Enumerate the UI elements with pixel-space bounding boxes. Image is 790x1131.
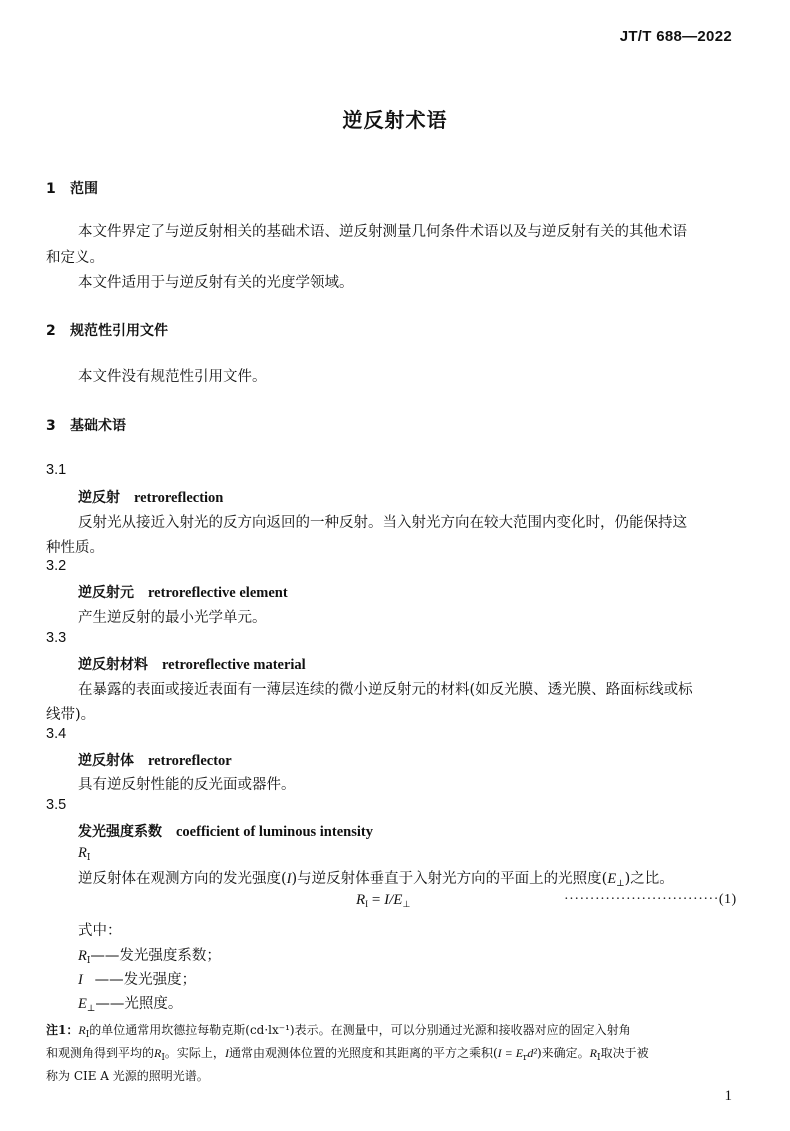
- formula: [356, 892, 410, 910]
- formula-leader-and-number: [564, 892, 737, 908]
- note-text: 的单位通常用坎德拉每勒克斯(cd·lx⁻¹)表示。在测量中，可以分别通过光源和接收器对应的固定入射角: [89, 1023, 631, 1037]
- where-symbol-sub: ⊥: [86, 1004, 96, 1014]
- where-intro: 式中：: [78, 923, 122, 939]
- section-number: 1: [46, 181, 56, 197]
- formula-eq: =: [368, 892, 385, 908]
- note-formula-d: d²: [527, 1046, 537, 1060]
- note-text: 。实际上，: [164, 1046, 225, 1060]
- note-formula-sub: r: [523, 1053, 528, 1063]
- formula-number: (1): [718, 892, 737, 907]
- where-desc: 发光强度系数；: [119, 948, 221, 964]
- def-symbol-e: E: [607, 871, 617, 887]
- def-text-b: )与逆反射体垂直于入射光方向的平面上的光照度(: [291, 871, 608, 887]
- section-number: 3: [46, 418, 56, 434]
- scope-paragraph-2: 本文件适用于与逆反射有关的光度学领域。: [78, 275, 354, 291]
- where-symbol: R: [78, 948, 87, 964]
- where-item: [78, 944, 221, 966]
- note-label: 注1：: [46, 1023, 79, 1037]
- where-item: [78, 992, 182, 1014]
- note-text: 和观测角得到平均的: [46, 1046, 155, 1060]
- term-english: retroreflector: [148, 753, 232, 769]
- term-name: [78, 654, 306, 674]
- formula-lhs-sub: I: [365, 899, 369, 909]
- term-chinese: 逆反射材料: [78, 657, 148, 673]
- page-number: 1: [724, 1088, 732, 1104]
- formula-lhs: R: [356, 892, 366, 908]
- note-symbol: R: [78, 1023, 86, 1037]
- term-definition-line-1: 具有逆反射性能的反光面或器件。: [78, 777, 296, 793]
- standard-code: JT/T 688—2022: [619, 28, 732, 45]
- def-text-c: )之比。: [624, 871, 674, 887]
- term-definition-line-2: 线带)。: [46, 707, 96, 723]
- formula-rhs-sub: ⊥: [402, 899, 411, 909]
- formula-dots: ······························: [564, 892, 719, 907]
- term-symbol: [78, 845, 90, 863]
- where-dash: ——: [90, 972, 124, 988]
- note-line-3: 称为 CIE A 光源的照明光谱。: [46, 1069, 209, 1083]
- note-symbol-sub: I: [161, 1053, 165, 1063]
- note-symbol-sub: I: [85, 1030, 90, 1040]
- def-text-a: 逆反射体在观测方向的发光强度(: [78, 871, 287, 887]
- scope-paragraph-1-line-1: 本文件界定了与逆反射相关的基础术语、逆反射测量几何条件术语以及与逆反射有关的其他术语: [78, 224, 687, 240]
- where-item: [78, 968, 196, 989]
- term-name: [78, 487, 223, 507]
- def-symbol-e-sub: ⊥: [616, 879, 625, 889]
- term-chinese: 逆反射元: [78, 585, 134, 601]
- term-number: 3.2: [46, 558, 67, 574]
- term-number: 3.5: [46, 797, 67, 813]
- where-symbol-sub: I: [86, 956, 91, 966]
- symbol-subscript: I: [86, 853, 91, 863]
- term-number: 3.4: [46, 726, 67, 742]
- term-number: 3.1: [46, 462, 67, 478]
- term-definition-line-1: 反射光从接近入射光的反方向返回的一种反射。当入射光方向在较大范围内变化时，仍能保持这: [78, 515, 687, 531]
- note-symbol: I: [224, 1046, 229, 1060]
- note-symbol: R: [589, 1046, 598, 1060]
- where-dash: ——: [90, 948, 120, 964]
- where-desc: 光照度。: [124, 996, 183, 1012]
- section-heading-scope: [46, 178, 98, 198]
- section-title: 基础术语: [70, 418, 126, 434]
- def-symbol-i: I: [286, 871, 292, 887]
- term-chinese: 逆反射: [78, 490, 120, 506]
- where-desc: 发光强度；: [123, 972, 197, 988]
- term-english: coefficient of luminous intensity: [176, 824, 373, 840]
- term-name: [78, 750, 232, 770]
- section-heading-basic-terms: [46, 415, 126, 435]
- section-title: 范围: [70, 181, 98, 197]
- note-symbol-sub: I: [597, 1053, 601, 1063]
- note-text: 取决于被: [600, 1046, 649, 1060]
- note-text: )来确定。: [536, 1046, 590, 1060]
- term-definition-line-2: 种性质。: [46, 540, 104, 556]
- term-name: [78, 582, 288, 602]
- symbol-letter: R: [78, 845, 87, 861]
- normative-paragraph: 本文件没有规范性引用文件。: [78, 369, 267, 385]
- term-english: retroreflective material: [162, 657, 306, 673]
- section-heading-normative: [46, 320, 168, 340]
- note-text: 通常由观测体位置的光照度和其距离的平方之乘积(: [228, 1046, 498, 1060]
- term-definition-line-1: [78, 867, 674, 889]
- term-english: retroreflection: [134, 490, 224, 506]
- term-number: 3.3: [46, 630, 67, 646]
- term-definition-line-1: 产生逆反射的最小光学单元。: [78, 610, 267, 626]
- document-title: 逆反射术语: [342, 108, 448, 132]
- scope-paragraph-1-line-2: 和定义。: [46, 250, 104, 266]
- where-symbol: E: [78, 996, 87, 1012]
- note-symbol: R: [154, 1046, 162, 1060]
- note-formula: I = E: [497, 1046, 524, 1060]
- section-number: 2: [46, 323, 56, 339]
- where-dash: ——: [95, 996, 125, 1012]
- term-name: [78, 821, 373, 841]
- formula-rhs: I/E: [384, 892, 403, 908]
- term-chinese: 逆反射体: [78, 753, 134, 769]
- term-chinese: 发光强度系数: [78, 824, 162, 840]
- term-english: retroreflective element: [148, 585, 288, 601]
- section-title: 规范性引用文件: [70, 323, 168, 339]
- term-definition-line-1: 在暴露的表面或接近表面有一薄层连续的微小逆反射元的材料(如反光膜、透光膜、路面标线或标: [78, 682, 693, 698]
- where-symbol: I: [78, 972, 83, 988]
